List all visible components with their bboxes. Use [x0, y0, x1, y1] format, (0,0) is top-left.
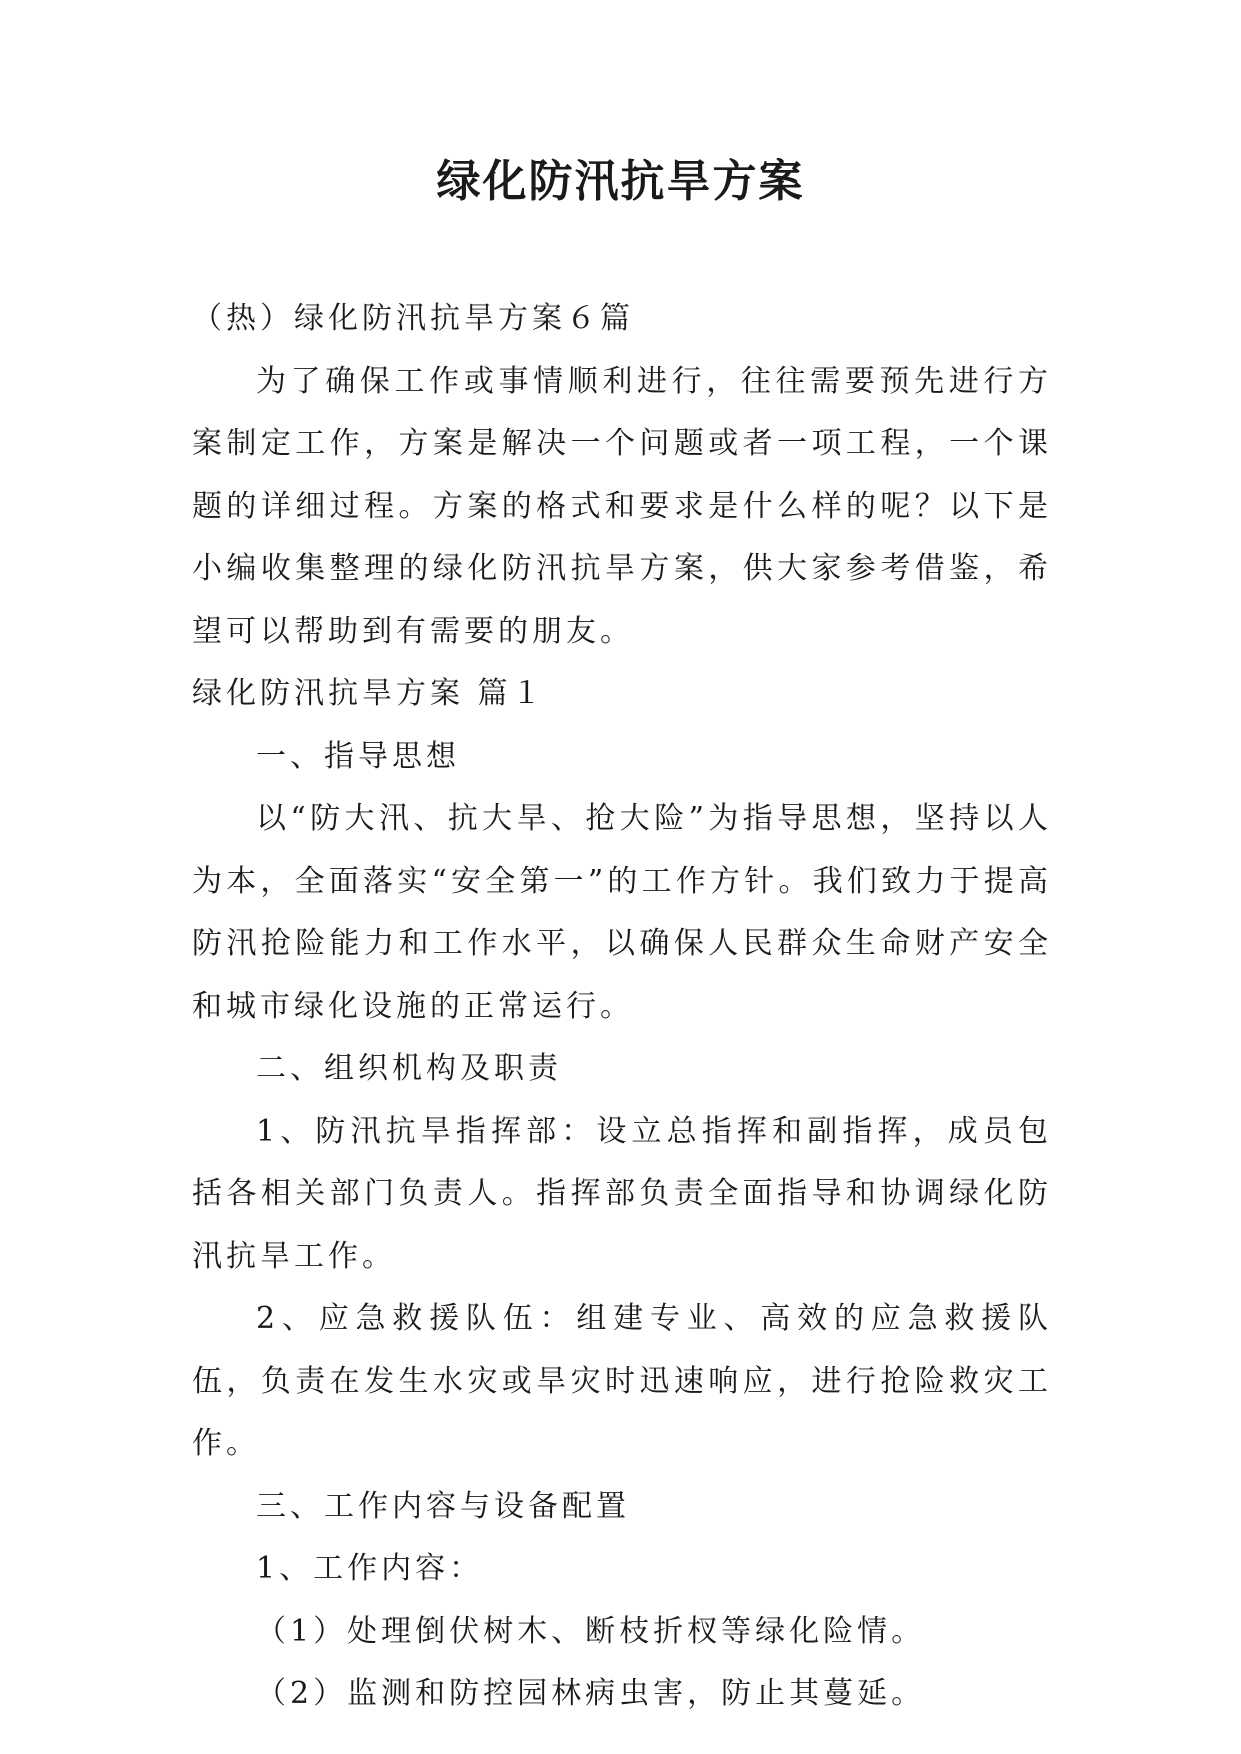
document-title: 绿化防汛抗旱方案	[436, 156, 805, 207]
document-subtitle: （热）绿化防汛抗旱方案６篇	[192, 301, 634, 336]
section-heading-3: 三、工作内容与设备配置	[256, 1488, 630, 1524]
document-body	[192, 288, 1052, 1726]
section-paragraph-1: 以“防大汛、抗大旱、抢大险”为指导思想，坚持以人为本，全面落实“安全第一”的工作方针。我们致力于提高防汛抢险能力和工作水平，以确保人民群众生命财产安全和城市绿化设施的正常运行。	[192, 801, 1052, 1024]
section-heading-2: 二、组织机构及职责	[256, 1051, 562, 1086]
section-2-item-2: 2、应急救援队伍：组建专业、高效的应急救援队伍，负责在发生水灾或旱灾时迅速响应，进行抢险救灾工作。	[192, 1301, 1052, 1461]
section-3-subitem-2: （2）监测和防控园林病虫害，防止其蔓延。	[256, 1676, 926, 1711]
section-3-subitem-1: （1）处理倒伏树木、断枝折杈等绿化险情。	[256, 1613, 926, 1649]
part-title: 绿化防汛抗旱方案 篇１	[192, 676, 546, 711]
section-2-item-1: 1、防汛抗旱指挥部：设立总指挥和副指挥，成员包括各相关部门负责人。指挥部负责全面指导和协调绿化防汛抗旱工作。	[192, 1113, 1052, 1274]
section-3-item-1: 1、工作内容：	[256, 1551, 484, 1586]
section-heading-1: 一、指导思想	[256, 738, 460, 774]
intro-paragraph: 为了确保工作或事情顺利进行，往往需要预先进行方案制定工作，方案是解决一个问题或者一项工程，一个课题的详细过程。方案的格式和要求是什么样的呢？以下是小编收集整理的绿化防汛抗旱方案，供大家参考借鉴，希望可以帮助到有需要的朋友。	[192, 363, 1052, 649]
